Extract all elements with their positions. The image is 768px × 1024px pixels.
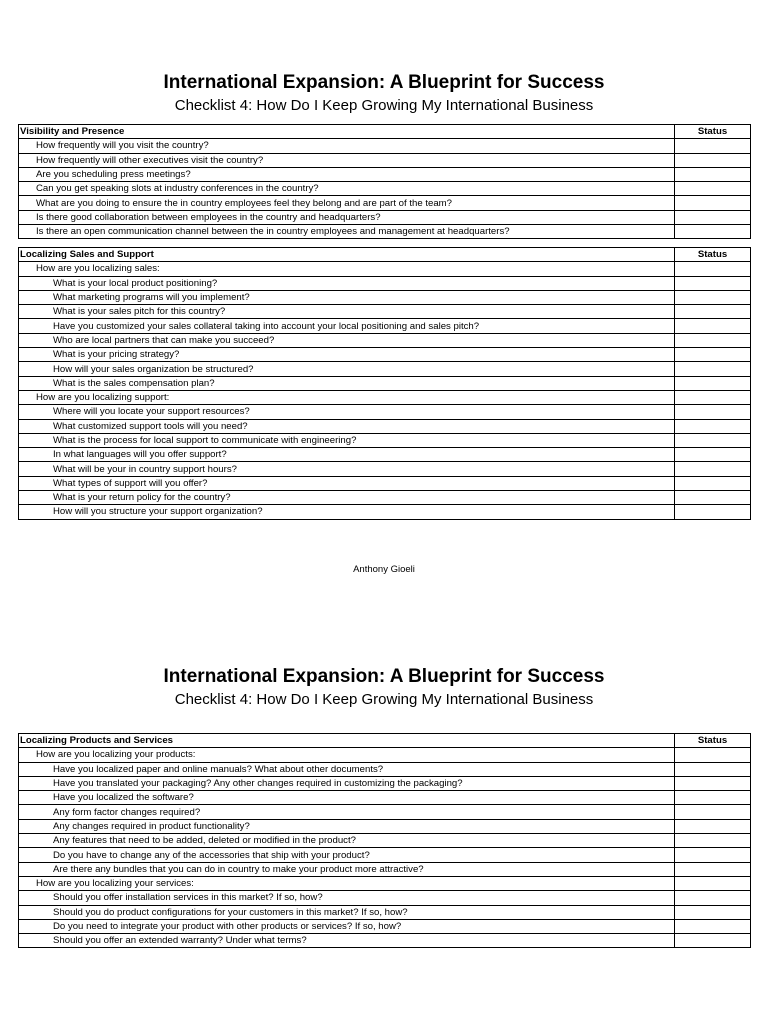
section-heading: Localizing Products and Services (19, 734, 675, 748)
table-row (19, 333, 751, 347)
status-cell[interactable] (675, 748, 751, 762)
table-row (19, 262, 751, 276)
table-row (19, 225, 751, 239)
checklist-subheading: Is there good collaboration between employees in the country and headquarters? (19, 210, 675, 224)
checklist-subheading: How frequently will you visit the country? (19, 139, 675, 153)
status-cell[interactable] (675, 405, 751, 419)
status-cell[interactable] (675, 276, 751, 290)
table-row (19, 390, 751, 404)
table-row (19, 819, 751, 833)
table-row (19, 891, 751, 905)
checklist-question: Have you localized paper and online manuals? What about other documents? (19, 762, 675, 776)
status-cell[interactable] (675, 934, 751, 948)
status-column-header: Status (675, 734, 751, 748)
table-row (19, 276, 751, 290)
status-cell[interactable] (675, 462, 751, 476)
checklist-question: What types of support will you offer? (19, 476, 675, 490)
checklist-question: In what languages will you offer support? (19, 448, 675, 462)
table-row (19, 791, 751, 805)
checklist-question: Any changes required in product functionality? (19, 819, 675, 833)
status-cell[interactable] (675, 390, 751, 404)
checklist-question: Have you customized your sales collateral taking into account your local positioning and sales pitch? (19, 319, 675, 333)
status-cell[interactable] (675, 805, 751, 819)
status-cell[interactable] (675, 319, 751, 333)
status-cell[interactable] (675, 491, 751, 505)
checklist-question: How will your sales organization be structured? (19, 362, 675, 376)
table-row (19, 405, 751, 419)
table-row (19, 848, 751, 862)
table-row (19, 433, 751, 447)
section-heading: Visibility and Presence (19, 125, 675, 139)
checklist-subheading: How are you localizing support: (19, 390, 675, 404)
checklist-question: Where will you locate your support resources? (19, 405, 675, 419)
checklist-subheading: How are you localizing your products: (19, 748, 675, 762)
checklist-question: What customized support tools will you need? (19, 419, 675, 433)
status-cell[interactable] (675, 762, 751, 776)
status-cell[interactable] (675, 448, 751, 462)
checklist-subheading: How frequently will other executives visit the country? (19, 153, 675, 167)
page-title: International Expansion: A Blueprint for Success (163, 72, 605, 93)
status-column-header: Status (675, 248, 751, 262)
table-row (19, 419, 751, 433)
table-row (19, 462, 751, 476)
checklist-table-sales-support (18, 247, 751, 520)
status-cell[interactable] (675, 876, 751, 890)
status-cell[interactable] (675, 139, 751, 153)
table-row (19, 210, 751, 224)
status-cell[interactable] (675, 348, 751, 362)
checklist-question: Have you localized the software? (19, 791, 675, 805)
status-cell[interactable] (675, 376, 751, 390)
status-cell[interactable] (675, 819, 751, 833)
checklist-question: What is your local product positioning? (19, 276, 675, 290)
status-cell[interactable] (675, 791, 751, 805)
status-column-header: Status (675, 125, 751, 139)
table-row (19, 448, 751, 462)
section-header-row (19, 734, 751, 748)
status-cell[interactable] (675, 862, 751, 876)
checklist-table-products-services (18, 733, 751, 948)
status-cell[interactable] (675, 290, 751, 304)
checklist-question: Any features that need to be added, deleted or modified in the product? (19, 834, 675, 848)
checklist-question: What marketing programs will you implement? (19, 290, 675, 304)
status-cell[interactable] (675, 848, 751, 862)
page-subtitle-2: Checklist 4: How Do I Keep Growing My International Business (174, 691, 594, 708)
status-cell[interactable] (675, 210, 751, 224)
checklist-question: What is your pricing strategy? (19, 348, 675, 362)
status-cell[interactable] (675, 262, 751, 276)
section-header-row (19, 248, 751, 262)
checklist-question: How will you structure your support organization? (19, 505, 675, 519)
checklist-question: What is the sales compensation plan? (19, 376, 675, 390)
checklist-subheading: How are you localizing sales: (19, 262, 675, 276)
status-cell[interactable] (675, 419, 751, 433)
table-row (19, 376, 751, 390)
section-header-row (19, 125, 751, 139)
checklist-table-visibility (18, 124, 751, 239)
table-row (19, 505, 751, 519)
checklist-question: Should you offer installation services in this market? If so, how? (19, 891, 675, 905)
table-row (19, 196, 751, 210)
checklist-subheading: Is there an open communication channel between the in country employees and management at headquarters? (19, 225, 675, 239)
status-cell[interactable] (675, 891, 751, 905)
checklist-question: Are there any bundles that you can do in country to make your product more attractive? (19, 862, 675, 876)
checklist-question: What is the process for local support to communicate with engineering? (19, 433, 675, 447)
checklist-question: Have you translated your packaging? Any other changes required in customizing the packaging? (19, 776, 675, 790)
table-row (19, 319, 751, 333)
status-cell[interactable] (675, 505, 751, 519)
table-row (19, 905, 751, 919)
checklist-question: Do you need to integrate your product with other products or services? If so, how? (19, 919, 675, 933)
table-row (19, 876, 751, 890)
checklist-subheading: How are you localizing your services: (19, 876, 675, 890)
status-cell[interactable] (675, 776, 751, 790)
status-cell[interactable] (675, 196, 751, 210)
section-heading: Localizing Sales and Support (19, 248, 675, 262)
checklist-question: Who are local partners that can make you succeed? (19, 333, 675, 347)
status-cell[interactable] (675, 305, 751, 319)
table-row (19, 491, 751, 505)
checklist-question: Any form factor changes required? (19, 805, 675, 819)
table-row (19, 305, 751, 319)
table-row (19, 290, 751, 304)
status-cell[interactable] (675, 834, 751, 848)
table-row (19, 805, 751, 819)
table-row (19, 182, 751, 196)
table-row (19, 153, 751, 167)
table-row (19, 834, 751, 848)
table-row (19, 748, 751, 762)
checklist-question: Should you do product configurations for your customers in this market? If so, how? (19, 905, 675, 919)
status-cell[interactable] (675, 362, 751, 376)
checklist-question: Should you offer an extended warranty? Under what terms? (19, 934, 675, 948)
page-subtitle: Checklist 4: How Do I Keep Growing My International Business (174, 97, 594, 114)
status-cell[interactable] (675, 167, 751, 181)
checklist-question: What is your return policy for the country? (19, 491, 675, 505)
table-row (19, 762, 751, 776)
status-cell[interactable] (675, 905, 751, 919)
checklist-subheading: Are you scheduling press meetings? (19, 167, 675, 181)
table-row (19, 476, 751, 490)
status-cell[interactable] (675, 476, 751, 490)
status-cell[interactable] (675, 182, 751, 196)
table-row (19, 362, 751, 376)
author-name: Anthony Gioeli (353, 564, 415, 575)
status-cell[interactable] (675, 919, 751, 933)
table-row (19, 776, 751, 790)
status-cell[interactable] (675, 433, 751, 447)
table-row (19, 348, 751, 362)
checklist-question: What is your sales pitch for this country? (19, 305, 675, 319)
table-row (19, 862, 751, 876)
table-row (19, 934, 751, 948)
status-cell[interactable] (675, 333, 751, 347)
status-cell[interactable] (675, 153, 751, 167)
table-row (19, 139, 751, 153)
page-title-2: International Expansion: A Blueprint for Success (163, 666, 605, 687)
checklist-question: What will be your in country support hours? (19, 462, 675, 476)
checklist-subheading: What are you doing to ensure the in country employees feel they belong and are part of the team? (19, 196, 675, 210)
table-row (19, 919, 751, 933)
table-row (19, 167, 751, 181)
checklist-subheading: Can you get speaking slots at industry conferences in the country? (19, 182, 675, 196)
checklist-question: Do you have to change any of the accessories that ship with your product? (19, 848, 675, 862)
status-cell[interactable] (675, 225, 751, 239)
